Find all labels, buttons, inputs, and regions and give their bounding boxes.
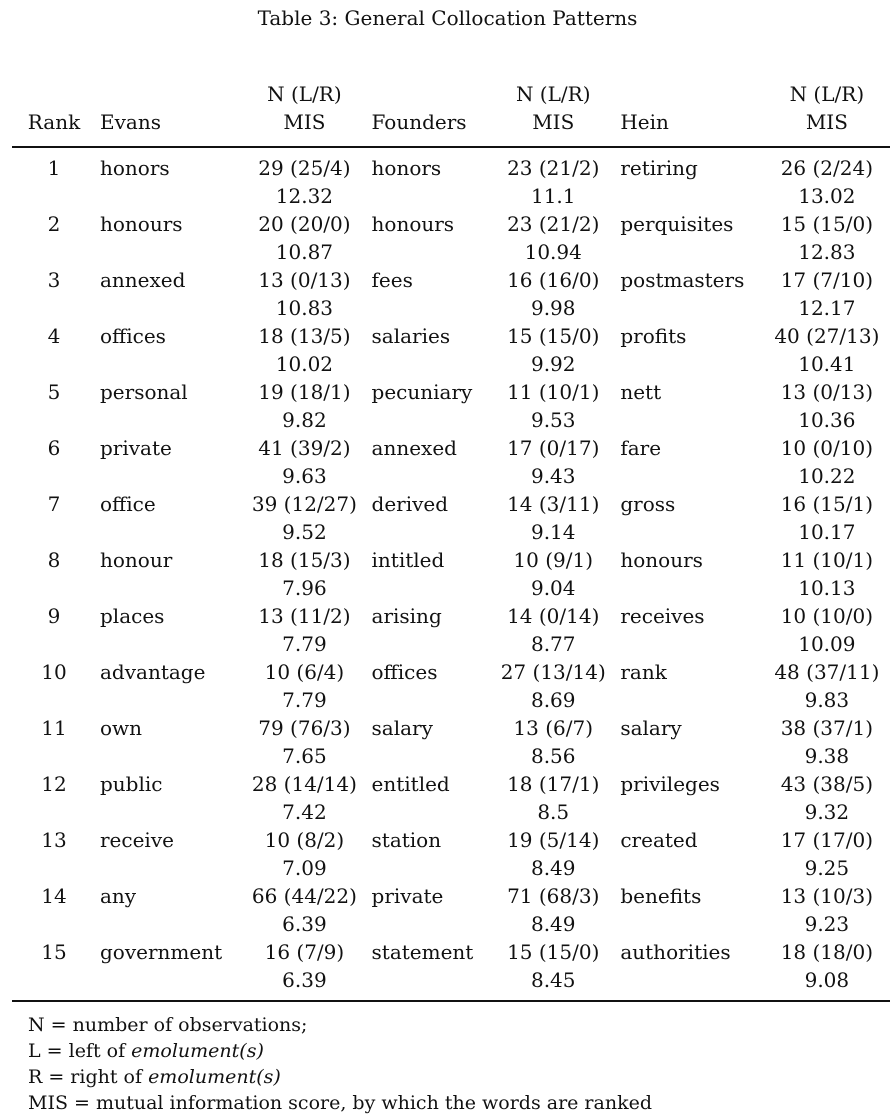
table-header-row xyxy=(12,80,890,147)
mis-value: 10.41 xyxy=(798,352,856,376)
mis-value: 10.94 xyxy=(524,240,582,264)
founders-stats-cell xyxy=(490,147,616,210)
mis-value: 6.39 xyxy=(282,968,327,992)
mis-value: 12.32 xyxy=(275,184,334,208)
mis-value: 9.23 xyxy=(804,912,850,936)
mis-value: 8.56 xyxy=(530,744,576,768)
hein-stats-cell xyxy=(764,147,890,210)
table-row xyxy=(12,378,890,434)
header-founders-n-mis xyxy=(490,80,616,147)
header-mis-line: MIS xyxy=(532,110,575,134)
hein-stats-cell xyxy=(764,770,890,826)
table-row xyxy=(12,658,890,714)
hein-stats-cell xyxy=(764,378,890,434)
evans-word-cell: public xyxy=(100,772,163,796)
evans-stats-cell xyxy=(241,490,367,546)
founders-stats-cell xyxy=(490,938,616,1001)
mis-value: 12.83 xyxy=(798,240,856,264)
evans-word-cell: honours xyxy=(100,212,183,236)
collocation-table xyxy=(12,80,890,1002)
n-value: 40 (27/13) xyxy=(774,324,880,348)
rank-cell: 1 xyxy=(47,156,61,180)
founders-word-cell: annexed xyxy=(371,436,457,460)
n-value: 14 (0/14) xyxy=(507,604,600,628)
header-n-line: N (L/R) xyxy=(267,82,342,106)
founders-word-cell: salaries xyxy=(371,324,451,348)
n-value: 16 (16/0) xyxy=(507,268,600,292)
n-value: 18 (15/3) xyxy=(258,548,351,572)
evans-word-cell: office xyxy=(100,492,156,516)
n-value: 13 (10/3) xyxy=(780,884,874,908)
header-hein-n-mis xyxy=(764,80,890,147)
hein-word-cell: fare xyxy=(620,436,662,460)
founders-word-cell: arising xyxy=(371,604,442,628)
n-value: 19 (18/1) xyxy=(258,380,351,404)
founders-stats-cell xyxy=(490,770,616,826)
evans-stats-cell xyxy=(241,546,367,602)
n-value: 17 (17/0) xyxy=(780,828,874,852)
n-value: 15 (15/0) xyxy=(507,324,600,348)
rank-cell: 7 xyxy=(47,492,61,516)
mis-value: 10.22 xyxy=(798,464,856,488)
header-n-line: N (L/R) xyxy=(515,82,591,106)
founders-word-cell: entitled xyxy=(371,772,450,796)
note-mis: MIS = mutual information score, by which the words are ranked xyxy=(28,1092,653,1114)
rank-cell: 6 xyxy=(47,436,61,460)
note-n: N = number of observations; xyxy=(28,1014,308,1036)
n-value: 23 (21/2) xyxy=(507,156,600,180)
header-mis-line: MIS xyxy=(283,110,326,134)
n-value: 10 (8/2) xyxy=(264,828,345,852)
n-value: 13 (11/2) xyxy=(258,604,351,628)
n-value: 66 (44/22) xyxy=(251,884,357,908)
mis-value: 9.53 xyxy=(530,408,576,432)
evans-stats-cell xyxy=(241,210,367,266)
founders-stats-cell xyxy=(490,826,616,882)
n-value: 11 (10/1) xyxy=(780,548,874,572)
evans-word-cell: own xyxy=(100,716,143,740)
evans-stats-cell xyxy=(241,938,367,1001)
hein-stats-cell xyxy=(764,602,890,658)
n-value: 16 (15/1) xyxy=(780,492,874,516)
n-value: 10 (10/0) xyxy=(780,604,874,628)
header-rank: Rank xyxy=(12,80,96,147)
n-value: 28 (14/14) xyxy=(251,772,357,796)
evans-stats-cell xyxy=(241,434,367,490)
evans-word-cell: private xyxy=(100,436,172,460)
mis-value: 9.04 xyxy=(530,576,576,600)
evans-stats-cell xyxy=(241,378,367,434)
founders-word-cell: intitled xyxy=(371,548,445,572)
hein-stats-cell xyxy=(764,658,890,714)
founders-stats-cell xyxy=(490,658,616,714)
mis-value: 10.83 xyxy=(275,296,334,320)
founders-stats-cell xyxy=(490,210,616,266)
evans-word-cell: annexed xyxy=(100,268,186,292)
hein-word-cell: profits xyxy=(620,324,687,348)
n-value: 48 (37/11) xyxy=(774,660,880,684)
mis-value: 9.08 xyxy=(804,968,850,992)
n-value: 13 (0/13) xyxy=(780,380,874,404)
header-founders: Founders xyxy=(368,80,491,147)
founders-stats-cell xyxy=(490,266,616,322)
hein-word-cell: postmasters xyxy=(620,268,745,292)
n-value: 79 (76/3) xyxy=(258,716,351,740)
founders-stats-cell xyxy=(490,602,616,658)
mis-value: 6.39 xyxy=(282,912,327,936)
n-value: 17 (7/10) xyxy=(780,268,874,292)
founders-stats-cell xyxy=(490,378,616,434)
founders-word-cell: fees xyxy=(371,268,413,292)
n-value: 39 (12/27) xyxy=(251,492,357,516)
evans-stats-cell xyxy=(241,770,367,826)
hein-word-cell: perquisites xyxy=(620,212,734,236)
evans-word-cell: honour xyxy=(100,548,173,572)
table-row xyxy=(12,602,890,658)
rank-cell: 3 xyxy=(47,268,61,292)
hein-word-cell: benefits xyxy=(620,884,702,908)
rank-cell: 10 xyxy=(41,660,67,684)
mis-value: 7.42 xyxy=(282,800,327,824)
rank-cell: 5 xyxy=(47,380,61,404)
table-row xyxy=(12,490,890,546)
evans-word-cell: government xyxy=(100,940,223,964)
mis-value: 7.65 xyxy=(282,744,327,768)
rank-cell: 2 xyxy=(47,212,61,236)
n-value: 10 (6/4) xyxy=(264,660,345,684)
rank-cell: 8 xyxy=(47,548,61,572)
table-notes xyxy=(28,1012,652,1116)
n-value: 43 (38/5) xyxy=(780,772,874,796)
evans-word-cell: advantage xyxy=(100,660,206,684)
mis-value: 8.45 xyxy=(530,968,576,992)
rank-cell: 14 xyxy=(41,884,67,908)
mis-value: 10.17 xyxy=(798,520,856,544)
n-value: 16 (7/9) xyxy=(264,940,345,964)
n-value: 15 (15/0) xyxy=(780,212,874,236)
n-value: 19 (5/14) xyxy=(507,828,600,852)
n-value: 38 (37/1) xyxy=(780,716,874,740)
header-evans: Evans xyxy=(96,80,241,147)
n-value: 71 (68/3) xyxy=(507,884,600,908)
note-l-term: emolument(s) xyxy=(131,1040,264,1062)
evans-word-cell: receive xyxy=(100,828,174,852)
evans-word-cell: offices xyxy=(100,324,166,348)
evans-word-cell: honors xyxy=(100,156,170,180)
founders-word-cell: derived xyxy=(371,492,449,516)
hein-word-cell: nett xyxy=(620,380,662,404)
n-value: 27 (13/14) xyxy=(500,660,606,684)
founders-word-cell: honors xyxy=(371,156,442,180)
n-value: 20 (20/0) xyxy=(258,212,351,236)
founders-stats-cell xyxy=(490,714,616,770)
founders-word-cell: pecuniary xyxy=(371,380,473,404)
mis-value: 7.09 xyxy=(282,856,327,880)
hein-stats-cell xyxy=(764,882,890,938)
table-row xyxy=(12,147,890,210)
note-r-term: emolument(s) xyxy=(148,1066,281,1088)
mis-value: 8.77 xyxy=(530,632,576,656)
founders-word-cell: salary xyxy=(371,716,433,740)
founders-stats-cell xyxy=(490,434,616,490)
mis-value: 10.02 xyxy=(275,352,334,376)
mis-value: 7.79 xyxy=(282,688,327,712)
table-row xyxy=(12,322,890,378)
mis-value: 13.02 xyxy=(798,184,856,208)
n-value: 10 (0/10) xyxy=(780,436,874,460)
hein-stats-cell xyxy=(764,434,890,490)
founders-stats-cell xyxy=(490,546,616,602)
n-value: 14 (3/11) xyxy=(507,492,600,516)
n-value: 13 (6/7) xyxy=(513,716,594,740)
n-value: 13 (0/13) xyxy=(258,268,351,292)
evans-word-cell: personal xyxy=(100,380,188,404)
founders-stats-cell xyxy=(490,882,616,938)
mis-value: 8.69 xyxy=(530,688,576,712)
hein-stats-cell xyxy=(764,826,890,882)
mis-value: 9.98 xyxy=(530,296,576,320)
n-value: 10 (9/1) xyxy=(513,548,594,572)
table-row xyxy=(12,938,890,1001)
mis-value: 10.09 xyxy=(798,632,856,656)
rank-cell: 4 xyxy=(47,324,61,348)
hein-stats-cell xyxy=(764,322,890,378)
n-value: 18 (18/0) xyxy=(780,940,874,964)
header-hein: Hein xyxy=(616,80,763,147)
mis-value: 9.83 xyxy=(804,688,850,712)
evans-stats-cell xyxy=(241,714,367,770)
n-value: 15 (15/0) xyxy=(507,940,600,964)
hein-word-cell: authorities xyxy=(620,940,731,964)
note-l xyxy=(28,1038,652,1064)
table-row xyxy=(12,770,890,826)
mis-value: 9.82 xyxy=(282,408,327,432)
rank-cell: 15 xyxy=(41,940,67,964)
evans-stats-cell xyxy=(241,658,367,714)
founders-stats-cell xyxy=(490,490,616,546)
hein-word-cell: privileges xyxy=(620,772,720,796)
mis-value: 7.96 xyxy=(282,576,327,600)
founders-stats-cell xyxy=(490,322,616,378)
mis-value: 8.49 xyxy=(530,856,576,880)
founders-word-cell: station xyxy=(371,828,442,852)
mis-value: 9.38 xyxy=(804,744,850,768)
founders-word-cell: statement xyxy=(371,940,474,964)
mis-value: 10.87 xyxy=(275,240,334,264)
mis-value: 11.1 xyxy=(530,184,576,208)
mis-value: 7.79 xyxy=(282,632,327,656)
n-value: 17 (0/17) xyxy=(507,436,600,460)
hein-stats-cell xyxy=(764,490,890,546)
hein-stats-cell xyxy=(764,714,890,770)
hein-word-cell: gross xyxy=(620,492,676,516)
table-row xyxy=(12,434,890,490)
n-value: 18 (13/5) xyxy=(258,324,351,348)
note-l-prefix: L = left of xyxy=(28,1040,132,1062)
evans-stats-cell xyxy=(241,882,367,938)
evans-stats-cell xyxy=(241,266,367,322)
hein-stats-cell xyxy=(764,546,890,602)
evans-word-cell: any xyxy=(100,884,137,908)
mis-value: 12.17 xyxy=(798,296,856,320)
mis-value: 10.13 xyxy=(798,576,856,600)
mis-value: 9.92 xyxy=(530,352,576,376)
evans-stats-cell xyxy=(241,602,367,658)
founders-word-cell: offices xyxy=(371,660,438,684)
mis-value: 9.52 xyxy=(282,520,327,544)
mis-value: 9.43 xyxy=(530,464,576,488)
founders-word-cell: honours xyxy=(371,212,455,236)
table-caption: Table 3: General Collocation Patterns xyxy=(257,6,638,30)
mis-value: 9.25 xyxy=(804,856,850,880)
hein-word-cell: created xyxy=(620,828,698,852)
table-row xyxy=(12,882,890,938)
hein-word-cell: salary xyxy=(620,716,682,740)
rank-cell: 9 xyxy=(47,604,61,628)
n-value: 26 (2/24) xyxy=(780,156,874,180)
evans-stats-cell xyxy=(241,826,367,882)
rank-cell: 13 xyxy=(41,828,67,852)
n-value: 11 (10/1) xyxy=(507,380,600,404)
rank-cell: 12 xyxy=(41,772,67,796)
mis-value: 8.49 xyxy=(530,912,576,936)
n-value: 29 (25/4) xyxy=(258,156,351,180)
evans-stats-cell xyxy=(241,147,367,210)
hein-stats-cell xyxy=(764,938,890,1001)
hein-word-cell: rank xyxy=(620,660,667,684)
mis-value: 10.36 xyxy=(798,408,856,432)
n-value: 18 (17/1) xyxy=(507,772,600,796)
header-n-line: N (L/R) xyxy=(789,82,865,106)
table-row xyxy=(12,210,890,266)
mis-value: 8.5 xyxy=(537,800,570,824)
table-body xyxy=(12,147,890,1001)
mis-value: 9.14 xyxy=(530,520,576,544)
header-mis-line: MIS xyxy=(805,110,848,134)
rank-cell: 11 xyxy=(41,716,67,740)
table-row xyxy=(12,714,890,770)
mis-value: 9.32 xyxy=(804,800,850,824)
hein-word-cell: retiring xyxy=(620,156,698,180)
note-r-prefix: R = right of xyxy=(28,1066,149,1088)
evans-word-cell: places xyxy=(100,604,165,628)
header-evans-n-mis xyxy=(241,80,367,147)
note-r xyxy=(28,1064,652,1090)
hein-stats-cell xyxy=(764,266,890,322)
table-row xyxy=(12,266,890,322)
table-row xyxy=(12,546,890,602)
hein-word-cell: receives xyxy=(620,604,705,628)
founders-word-cell: private xyxy=(371,884,444,908)
hein-word-cell: honours xyxy=(620,548,703,572)
mis-value: 9.63 xyxy=(282,464,327,488)
evans-stats-cell xyxy=(241,322,367,378)
n-value: 41 (39/2) xyxy=(258,436,351,460)
table-row xyxy=(12,826,890,882)
n-value: 23 (21/2) xyxy=(507,212,600,236)
hein-stats-cell xyxy=(764,210,890,266)
